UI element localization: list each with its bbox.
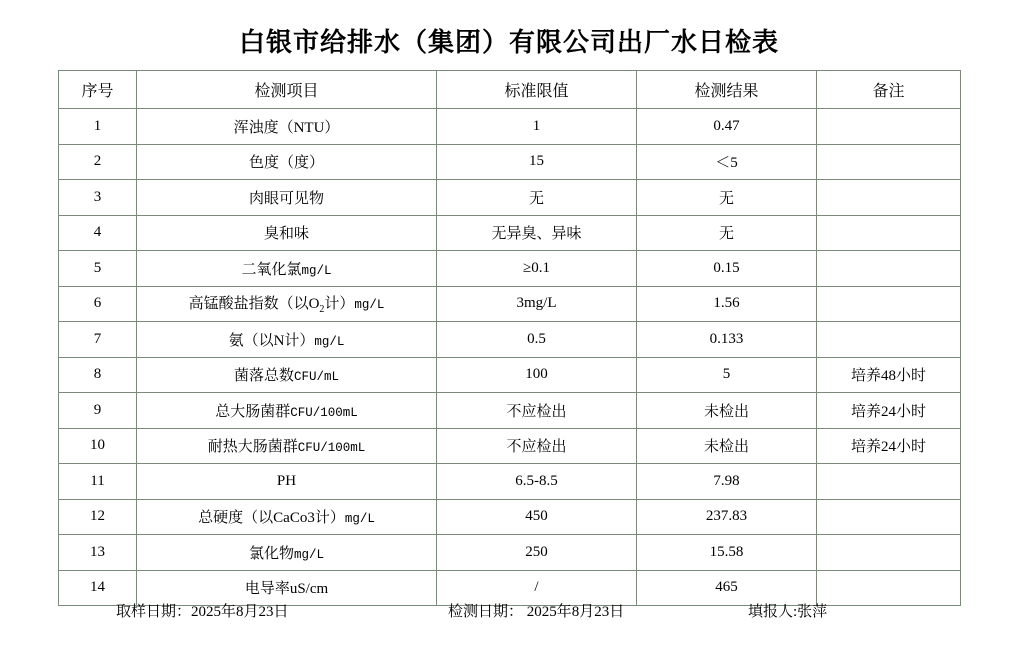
cell-item xyxy=(137,535,437,571)
item-unit: mg/L xyxy=(344,512,375,527)
cell-no: 8 xyxy=(59,357,137,393)
cell-no: 5 xyxy=(59,251,137,287)
cell-item xyxy=(137,286,437,322)
cell-limit: 100 xyxy=(437,357,637,393)
column-header-note: 备注 xyxy=(817,71,961,109)
cell-item xyxy=(137,109,437,145)
cell-result: 0.15 xyxy=(637,251,817,287)
cell-limit: 1 xyxy=(437,109,637,145)
cell-item xyxy=(137,428,437,464)
filler-name: 填报人:张萍 xyxy=(748,604,828,620)
cell-result: 0.47 xyxy=(637,109,817,145)
column-header-item: 检测项目 xyxy=(137,71,437,109)
cell-result: 未检出 xyxy=(637,393,817,429)
table-row xyxy=(59,357,961,393)
item-unit: mg/L xyxy=(314,334,345,349)
table-row xyxy=(59,535,961,571)
cell-limit: 无异臭、异味 xyxy=(437,215,637,251)
cell-limit: 3mg/L xyxy=(437,286,637,322)
cell-note: 培养24小时 xyxy=(817,428,961,464)
cell-note: 培养24小时 xyxy=(817,393,961,429)
table-row xyxy=(59,251,961,287)
cell-limit: 15 xyxy=(437,144,637,180)
cell-no: 11 xyxy=(59,464,137,500)
cell-limit: 不应检出 xyxy=(437,428,637,464)
table-row xyxy=(59,464,961,500)
cell-item xyxy=(137,499,437,535)
table-row xyxy=(59,180,961,216)
cell-note xyxy=(817,464,961,500)
item-name: 菌落总数 xyxy=(233,368,294,385)
cell-item xyxy=(137,393,437,429)
item-unit: CFU/100mL xyxy=(290,405,358,420)
item-unit: CFU/mL xyxy=(294,370,340,385)
cell-result: 237.83 xyxy=(637,499,817,535)
cell-no: 9 xyxy=(59,393,137,429)
item-name: PH xyxy=(276,472,297,489)
table-row xyxy=(59,322,961,358)
item-name: 氨（以N计） xyxy=(228,332,315,349)
cell-item xyxy=(137,215,437,251)
column-header-result: 检测结果 xyxy=(637,71,817,109)
cell-result: 无 xyxy=(637,215,817,251)
cell-note xyxy=(817,322,961,358)
page-title: 白银市给排水（集团）有限公司出厂水日检表 xyxy=(238,28,779,57)
cell-limit: ≥0.1 xyxy=(437,251,637,287)
item-unit: mg/L xyxy=(294,547,325,562)
column-header-no: 序号 xyxy=(59,71,137,109)
cell-no: 13 xyxy=(59,535,137,571)
item-name: 二氧化氯 xyxy=(241,261,302,278)
table-row xyxy=(59,109,961,145)
cell-no: 3 xyxy=(59,180,137,216)
cell-limit: 0.5 xyxy=(437,322,637,358)
cell-no: 4 xyxy=(59,215,137,251)
table-row xyxy=(59,286,961,322)
cell-note xyxy=(817,499,961,535)
item-name: 耐热大肠菌群 xyxy=(207,439,298,456)
inspection-table xyxy=(58,70,961,606)
cell-result: ＜5 xyxy=(637,144,817,180)
cell-limit: / xyxy=(437,570,637,606)
cell-no: 10 xyxy=(59,428,137,464)
cell-item xyxy=(137,322,437,358)
cell-no: 12 xyxy=(59,499,137,535)
cell-item xyxy=(137,464,437,500)
cell-item xyxy=(137,357,437,393)
cell-note: 培养48小时 xyxy=(817,357,961,393)
column-header-limit: 标准限值 xyxy=(437,71,637,109)
item-unit: mg/L xyxy=(354,298,385,313)
item-name-tail: 计） xyxy=(324,296,355,313)
cell-result: 7.98 xyxy=(637,464,817,500)
cell-result: 无 xyxy=(637,180,817,216)
cell-note xyxy=(817,109,961,145)
cell-limit: 250 xyxy=(437,535,637,571)
test-date: 检测日期： 2025年8月23日 xyxy=(448,604,625,620)
item-name: 肉眼可见物 xyxy=(248,190,324,207)
table-header-row xyxy=(59,71,961,109)
cell-note xyxy=(817,251,961,287)
item-name: 氯化物 xyxy=(248,545,294,562)
item-name: 色度（度） xyxy=(248,155,324,172)
cell-limit: 不应检出 xyxy=(437,393,637,429)
cell-item xyxy=(137,251,437,287)
cell-no: 6 xyxy=(59,286,137,322)
cell-result: 5 xyxy=(637,357,817,393)
cell-item xyxy=(137,144,437,180)
cell-note xyxy=(817,144,961,180)
item-name: 电导率uS/cm xyxy=(244,581,329,598)
item-name: 浑浊度（NTU） xyxy=(233,119,340,136)
item-subscript: 2 xyxy=(319,304,325,316)
cell-note xyxy=(817,286,961,322)
table-row xyxy=(59,393,961,429)
cell-result: 0.133 xyxy=(637,322,817,358)
cell-no: 7 xyxy=(59,322,137,358)
footer xyxy=(58,600,960,628)
cell-limit: 450 xyxy=(437,499,637,535)
table-row xyxy=(59,144,961,180)
item-name: 臭和味 xyxy=(263,226,309,243)
table-row xyxy=(59,428,961,464)
item-name: 总大肠菌群 xyxy=(215,403,291,420)
table-row xyxy=(59,215,961,251)
cell-limit: 6.5-8.5 xyxy=(437,464,637,500)
table-row xyxy=(59,499,961,535)
cell-note xyxy=(817,180,961,216)
sample-date: 取样日期：2025年8月23日 xyxy=(116,604,289,620)
cell-result: 未检出 xyxy=(637,428,817,464)
cell-result: 465 xyxy=(637,570,817,606)
cell-note xyxy=(817,215,961,251)
item-name: 高锰酸盐指数（以O xyxy=(188,296,320,313)
cell-item xyxy=(137,180,437,216)
cell-result: 1.56 xyxy=(637,286,817,322)
cell-no: 14 xyxy=(59,570,137,606)
cell-limit: 无 xyxy=(437,180,637,216)
item-name: 总硬度（以CaCo3计） xyxy=(198,510,345,527)
cell-no: 2 xyxy=(59,144,137,180)
cell-result: 15.58 xyxy=(637,535,817,571)
cell-no: 1 xyxy=(59,109,137,145)
item-unit: CFU/100mL xyxy=(297,441,366,456)
item-unit: mg/L xyxy=(301,263,332,278)
cell-note xyxy=(817,535,961,571)
